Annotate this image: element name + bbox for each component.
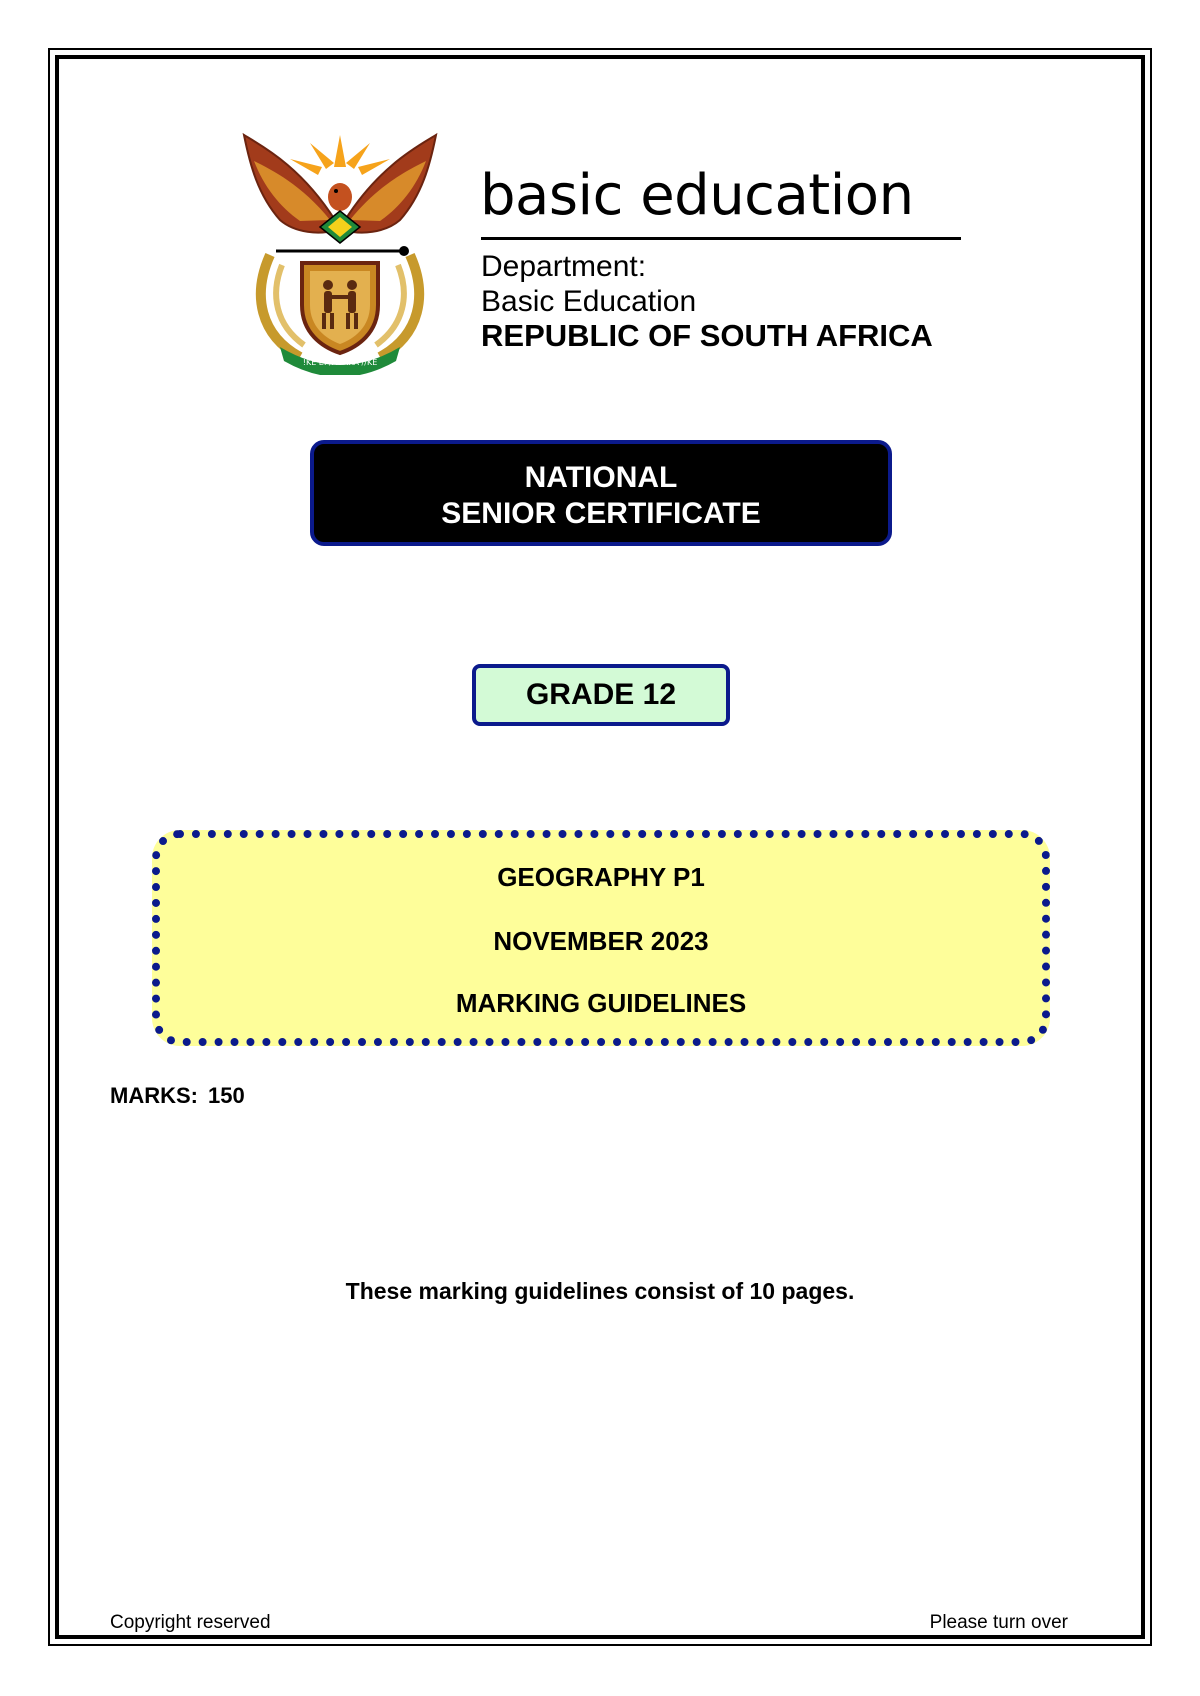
brand-underline: [481, 237, 961, 240]
footer-copyright: Copyright reserved: [110, 1612, 271, 1633]
document-type: MARKING GUIDELINES: [455, 988, 747, 1018]
marks-label: MARKS:: [110, 1083, 198, 1108]
department-name: Basic Education: [481, 285, 697, 318]
exam-session: NOVEMBER 2023: [493, 926, 709, 956]
subject-title: GEOGRAPHY P1: [497, 862, 705, 892]
marks-line: [110, 1083, 245, 1109]
coat-of-arms-logo: [240, 125, 440, 375]
department-label: Department:: [481, 250, 647, 283]
certificate-line-1: NATIONAL: [524, 461, 678, 494]
motto-lettering: !KE E: /XARRA //KE: [302, 358, 378, 367]
page-count-note: These marking guidelines consist of 10 pages.: [345, 1278, 855, 1304]
footer-turn-over: Please turn over: [929, 1612, 1068, 1633]
certificate-line-2: SENIOR CERTIFICATE: [441, 497, 761, 530]
country-name: REPUBLIC OF SOUTH AFRICA: [481, 318, 933, 353]
sun-rays: [290, 135, 390, 175]
certificate-banner: [310, 440, 892, 546]
subject-panel: [152, 830, 1050, 1046]
brand-title: basic education: [480, 163, 914, 228]
grade-badge: GRADE 12: [472, 664, 730, 726]
marks-value: 150: [208, 1083, 245, 1108]
